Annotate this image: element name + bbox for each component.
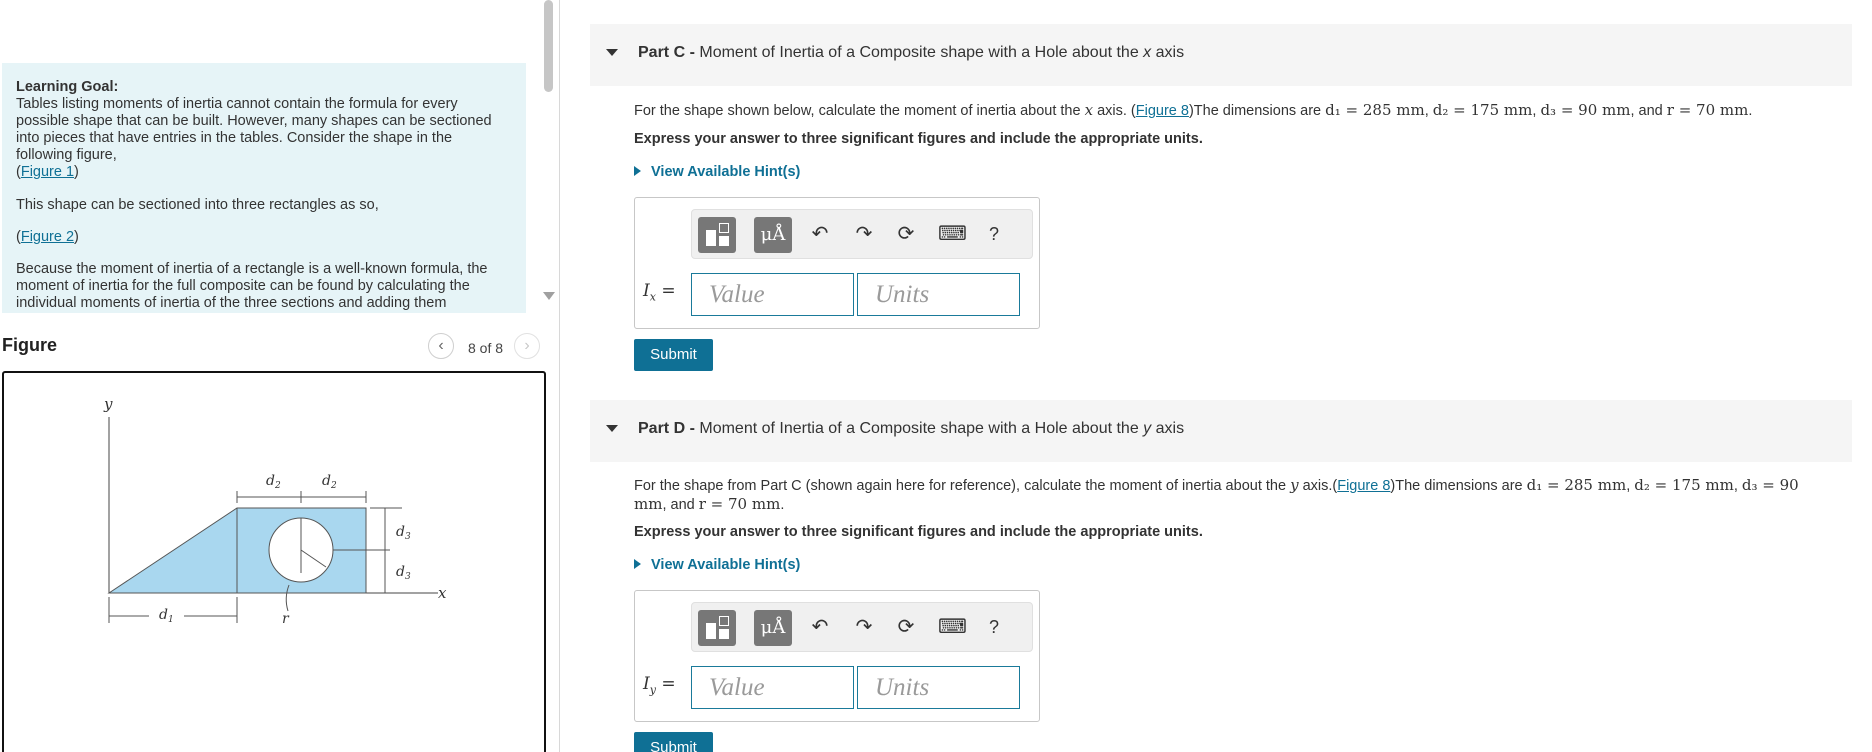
part-d-equation-label: $I_y$ = — [643, 674, 676, 697]
figure-title: Figure — [2, 335, 58, 355]
d2-label-right: $d_2$ — [322, 473, 337, 491]
part-d-math-toolbar — [691, 602, 1033, 652]
help-icon[interactable]: ? — [988, 617, 999, 637]
chevron-left-icon: ‹ — [438, 337, 444, 354]
left-scrollbar-thumb[interactable] — [544, 0, 553, 92]
collapse-caret-icon[interactable] — [606, 425, 618, 432]
templates-icon — [706, 230, 716, 246]
part-c-value-input[interactable]: Value — [691, 273, 854, 316]
part-d-value-input[interactable]: Value — [691, 666, 854, 709]
part-c-equation-label: $I_x$ = — [643, 281, 676, 304]
composite-shape-diagram — [4, 373, 546, 752]
help-icon[interactable]: ? — [988, 224, 999, 244]
d3-label-bottom: $d_3$ — [396, 564, 411, 582]
learning-goal-paragraph-2: This shape can be sectioned into three rectangles as so, — [16, 197, 379, 213]
figure-frame — [2, 371, 546, 752]
templates-button[interactable] — [698, 217, 736, 253]
learning-goal-paragraph-1: Tables listing moments of inertia cannot contain the formula for every possible shape that can be built. However, many shapes can be sectioned into pieces that have entries in the tables. Consider the shape in the following figure, — [16, 96, 492, 163]
symbols-button[interactable]: μÅ — [754, 217, 792, 253]
pane-divider[interactable] — [559, 0, 560, 752]
part-d-figure-link[interactable]: Figure 8 — [1337, 478, 1391, 494]
r-label: r — [282, 611, 289, 627]
figure-2-link[interactable]: Figure 2 — [20, 229, 75, 245]
learning-goal-heading: Learning Goal: — [16, 79, 119, 95]
d1-label: $d_1$ — [159, 607, 174, 625]
keyboard-icon[interactable]: ⌨ — [938, 616, 967, 638]
figure-header — [2, 330, 542, 360]
part-c-math-toolbar — [691, 209, 1033, 259]
redo-icon[interactable]: ↷ — [855, 616, 873, 638]
part-d-prompt: For the shape from Part C (shown again here for reference), calculate the moment of inertia about the y axis.(Figure 8)The dimensions are d₁ = 285 mm, d₂ = 175 mm, d₃ = 90 mm, and r = 70 mm. — [634, 476, 1799, 513]
y-axis-label: y — [104, 395, 113, 413]
part-d-units-input[interactable]: Units — [857, 666, 1020, 709]
symbols-button[interactable]: μÅ — [754, 610, 792, 646]
part-c-answer-box — [634, 197, 1040, 329]
part-d-submit-button[interactable]: Submit — [634, 732, 713, 752]
next-figure-button[interactable] — [514, 333, 540, 359]
d3-label-top: $d_3$ — [396, 524, 411, 542]
learning-goal-panel: Learning Goal: Tables listing moments of inertia cannot contain the formula for every possible shape that can be built. However, many shapes can be sectioned into pieces that have entries in the tables. Consider the shape in the following figure, (Figure 1) This shape can be sectioned into three rectangles as so, (Figure 2) Because the moment of inertia of a rectangle is a well-known formula, the moment of inertia for the full composite can be found by calculating the individual moments of inertia of the three sections and adding them — [2, 63, 526, 313]
d2-label-left: $d_2$ — [266, 473, 281, 491]
part-d-answer-box — [634, 590, 1040, 722]
reset-icon[interactable]: ⟳ — [897, 223, 915, 245]
templates-icon — [706, 623, 716, 639]
keyboard-icon[interactable]: ⌨ — [938, 223, 967, 245]
figure-counter: 8 of 8 — [468, 340, 504, 356]
previous-figure-button[interactable] — [428, 333, 454, 359]
part-d-instruction: Express your answer to three significant figures and include the appropriate units. — [634, 524, 1203, 540]
reset-icon[interactable]: ⟳ — [897, 616, 915, 638]
figure-1-link[interactable]: Figure 1 — [20, 164, 75, 180]
part-c-figure-link[interactable]: Figure 8 — [1135, 103, 1189, 119]
x-axis-label: x — [438, 584, 447, 602]
part-c-header[interactable] — [590, 24, 1852, 86]
part-c-submit-button[interactable]: Submit — [634, 339, 713, 371]
collapse-caret-icon[interactable] — [606, 49, 618, 56]
part-c-units-input[interactable]: Units — [857, 273, 1020, 316]
part-d-header[interactable] — [590, 400, 1852, 462]
part-d-hint-toggle[interactable]: View Available Hint(s) — [634, 557, 800, 573]
redo-icon[interactable]: ↷ — [855, 223, 873, 245]
expand-triangle-icon — [634, 559, 641, 569]
undo-icon[interactable]: ↶ — [811, 616, 829, 638]
part-d-title: Part D - Moment of Inertia of a Composite shape with a Hole about the y axis — [638, 420, 1185, 437]
undo-icon[interactable]: ↶ — [811, 223, 829, 245]
expand-triangle-icon — [634, 166, 641, 176]
scroll-down-arrow-icon[interactable] — [543, 292, 555, 300]
templates-button[interactable] — [698, 610, 736, 646]
part-c-hint-toggle[interactable]: View Available Hint(s) — [634, 164, 800, 180]
learning-goal-paragraph-3: Because the moment of inertia of a rectangle is a well-known formula, the moment of inertia for the full composite can be found by calculating the individual moments of inertia of the three sections and adding them — [16, 261, 488, 311]
part-c-prompt: For the shape shown below, calculate the moment of inertia about the x axis. (Figure 8)The dimensions are d₁ = 285 mm, d₂ = 175 mm, d₃ = 90 mm, and r = 70 mm. — [634, 101, 1753, 119]
left-pane — [0, 0, 560, 752]
chevron-right-icon: › — [524, 337, 530, 354]
part-c-title: Part C - Moment of Inertia of a Composite shape with a Hole about the x axis — [638, 44, 1185, 61]
part-c-instruction: Express your answer to three significant figures and include the appropriate units. — [634, 131, 1203, 147]
